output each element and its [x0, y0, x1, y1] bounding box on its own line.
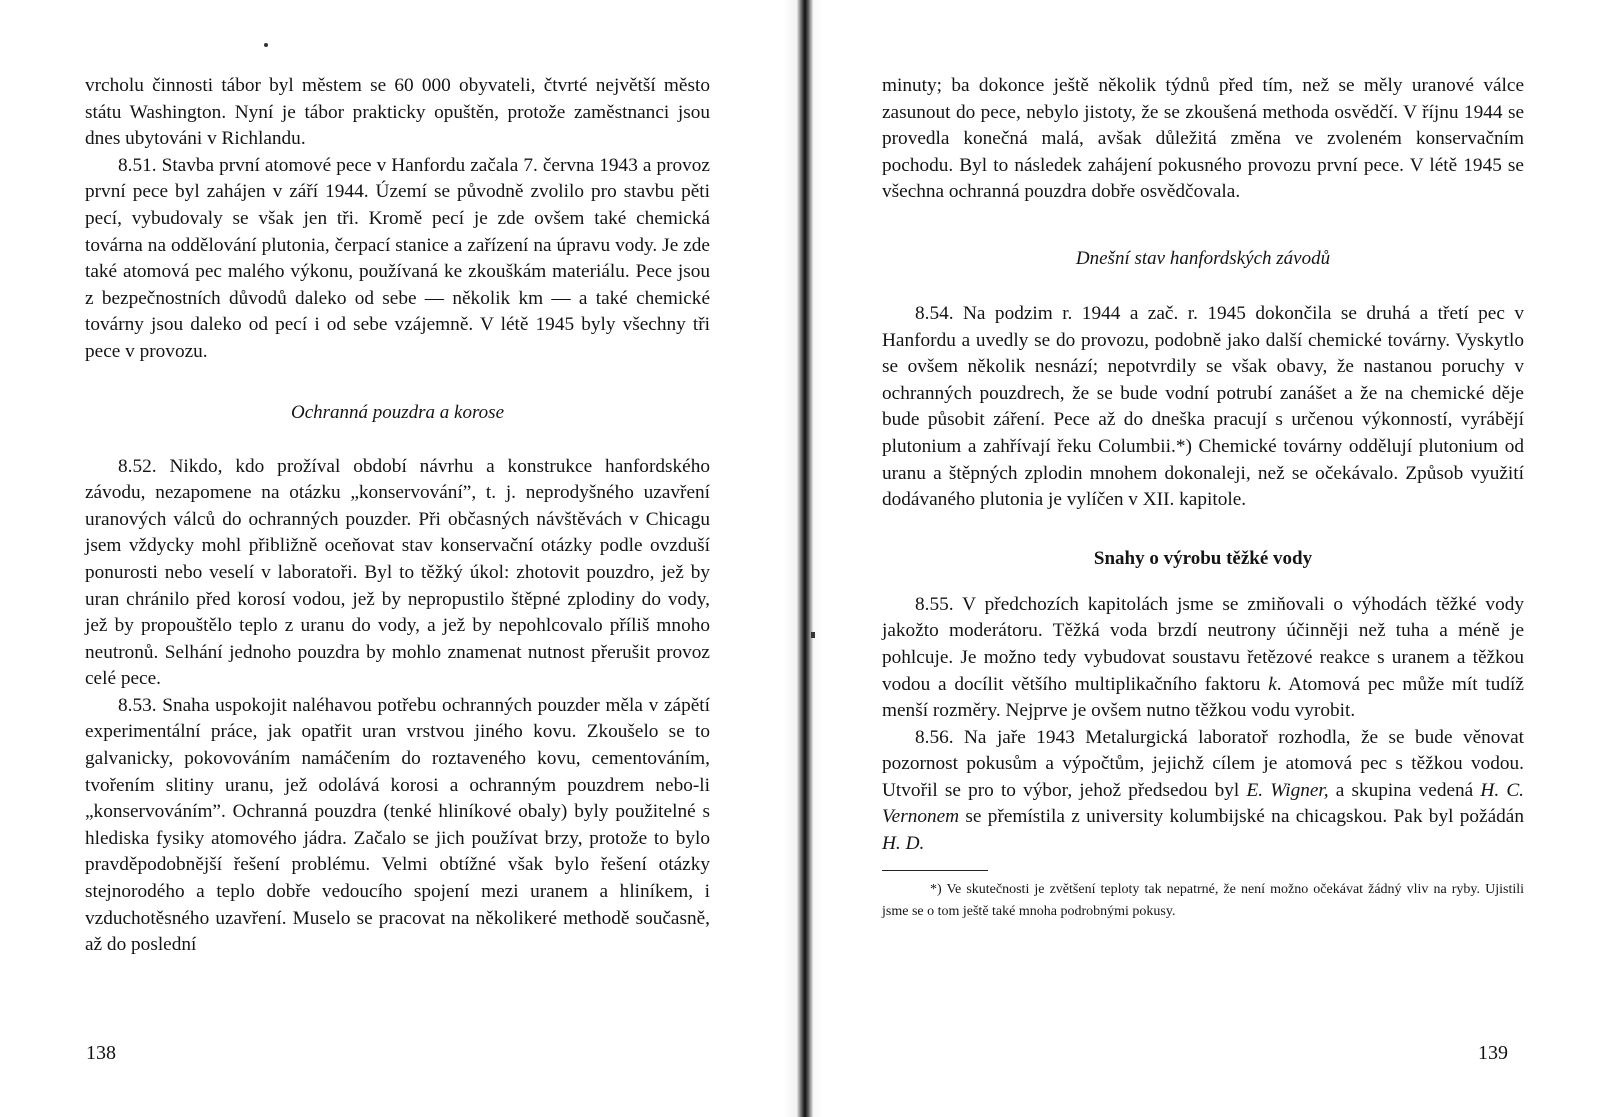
section-heading: Dnešní stav hanfordských závodů — [1075, 247, 1331, 269]
paragraph: 8.54. Na podzim r. 1944 a zač. r. 1945 dokončila se druhá a třetí pec v Hanfordu a uvedly se do provozu, podobně jako další chemické továrny. Vyskytlo se ovšem několik nesnází; nepotvrdily se však obavy, že nastanou poruchy v ochranných pouzdrech, že se bude vodní potrubí zanášet a že na chemické děje bude působit záření. Pece až do dneška pracují s určenou výkonností, vyrábějí plutonium a zahřívají řeku Columbii.*) Chemické továrny oddělují plutonium od uranu a štěpných zplodin mnohem dokonaleji, než se očekávalo. Způsob využití dodávaného plutonia je vylíčen v XII. kapitole. — [882, 302, 1524, 511]
page-number: 139 — [1478, 1042, 1508, 1064]
section-heading: Snahy o výrobu těžké vody — [1093, 547, 1313, 569]
right-page — [820, 0, 1600, 1117]
print-speck — [811, 632, 815, 638]
page-number: 138 — [86, 1042, 116, 1064]
paragraph: 8.52. Nikdo, kdo prožíval období návrhu a konstrukce hanfordského závodu, nezapomene na otázku „konservování”, t. j. neprodyšného uzavření uranových válců do ochranných pouzder. Při občasných návštěvách v Chicagu jsem vždycky mohl přibližně oceňovat stav konservační otázky podle ovzduší ponurosti nebo veselí v laboratoři. Byl to těžký úkol: zhotovit pouzdro, jež by uran chránilo před korosí vodou, jež by nepropustilo štěpné zplodiny do vody, jež by propouštělo teplo z uranu do vody, a jež by nepohlcovalo příliš mnoho neutronů. Selhání jednoho pouzdra by mohlo znamenat nutnost přerušit provoz celé pece. — [85, 455, 710, 690]
footnote-rule — [882, 870, 988, 871]
paragraph: 8.55. V předchozích kapitolách jsme se zmiňovali o výhodách těžké vody jakožto moderátoru. Těžká voda brzdí neutrony účinněji než tuha a méně je pohlcuje. Je možno tedy vybudovat soustavu řetězové reakce s uranem a těžkou vodou a docílit většího multiplikačního faktoru k. Atomová pec může mít tudíž menší rozměry. Nejprve je ovšem nutno těžkou vodu vyrobit. — [882, 593, 1524, 722]
paragraph: 8.51. Stavba první atomové pece v Hanfordu začala 7. června 1943 a provoz první pece byl zahájen v září 1944. Území se původně zvolilo pro stavbu pěti pecí, vybudovaly se však jen tři. Kromě pecí je zde ovšem také chemická továrna na oddělování plutonia, čerpací stanice a zařízení na úpravu vody. Je zde také atomová pec malého výkonu, používaná ke zkouškám materiálu. Pece jsou z bezpečnostních důvodů daleko od sebe — několik km — a také chemické továrny jsou daleko od pecí i od sebe vzájemně. V létě 1945 byly všechny tři pece v provozu. — [85, 154, 710, 362]
footnote: *) Ve skutečnosti je zvětšení teploty tak nepatrné, že není možno očekávat žádný vliv na ryby. Ujistili jsme se o tom ještě také mnoha podrobnými pokusy. — [882, 881, 1524, 919]
paragraph: vrcholu činnosti tábor byl městem se 60 000 obyvateli, čtvrté největší město státu Washington. Nyní je tábor prakticky opuštěn, protože zaměstnanci jsou dnes ubytováni v Richlandu. — [85, 75, 710, 150]
section-heading: Ochranná pouzdra a korose — [290, 401, 505, 423]
paragraph: 8.56. Na jaře 1943 Metalurgická laboratoř rozhodla, že se bude věnovat pozornost pokusům a výpočtům, jejichž cílem je atomová pec s těžkou vodou. Utvořil se pro to výbor, jehož předsedou byl E. Wigner, a skupina vedená H. C. Vernonem se přemístila z university kolumbijské na chicagskou. Pak byl požádán H. D. — [882, 726, 1524, 855]
paragraph: minuty; ba dokonce ještě několik týdnů před tím, než se měly uranové válce zasunout do pece, nebylo jistoty, že se zkoušená methoda osvědčí. V říjnu 1944 se provedla konečná malá, avšak důležitá změna ve zvoleném konservačním pochodu. Byl to následek zahájení pokusného provozu první pece. V létě 1945 se všechna ochranná pouzdra dobře osvědčovala. — [882, 75, 1524, 203]
paragraph: 8.53. Snaha uspokojit naléhavou potřebu ochranných pouzder měla v zápětí experimentální práce, jak opatřit uran vrstvou jiného kovu. Zkoušelo se to galvanicky, pokovováním namáčením do roztaveného kovu, cementováním, tvořením slitiny uranu, jež odolává korosi a ochranným pouzdrem nebo-li „konservováním”. Ochranná pouzdra (tenké hliníkové obaly) byly použitelné s hlediska fysiky atomového jádra. Začalo se jich používat brzy, protože to bylo pravděpodobnější řešení problému. Velmi obtížné však bylo řešení otázky stejnorodého a teplo dobře vedoucího spojení mezi uranem a hliníkem, i vzduchotěsného uzavření. Muselo se pracovat na několikeré methodě současně, až do poslední — [85, 694, 710, 956]
